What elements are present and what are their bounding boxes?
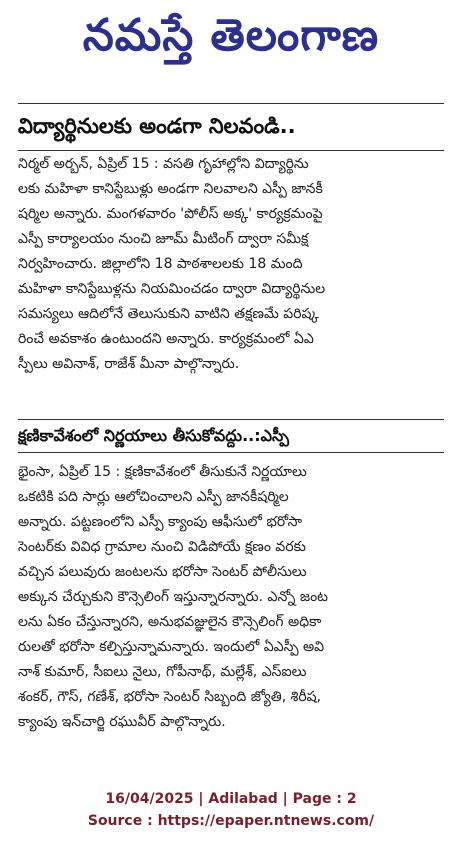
- article-line: సెంటర్‌కు వివిధ గ్రామాల నుంచి విడిపోయే క్షణం వరకు: [18, 539, 306, 555]
- article-line: ఒకటికి పది సార్లు ఆలోచించాలని ఎస్పీ జానకీషర్మిల: [18, 489, 289, 505]
- article-body: [18, 152, 444, 377]
- article-line: షర్మిల అన్నారు. మంగళవారం 'పోలీస్ అక్క' కార్యక్రమంపై: [18, 206, 323, 222]
- divider: [18, 150, 444, 151]
- article-line: నాశ్ కుమార్, సీఐలు నైలు, గోపీనాథ్, మల్లేశ్, ఎస్ఐలు: [18, 664, 307, 680]
- article-line: ఎస్పీ కార్యాలయం నుంచి జూమ్ మీటింగ్ ద్వారా సమీక్ష: [18, 231, 309, 247]
- article-line: రించే అవకాశం ఉంటుందని అన్నారు. కార్యక్రమంలో ఏఎ: [18, 331, 314, 347]
- date-edition-line: 16/04/2025 | Adilabad | Page : 2: [105, 791, 357, 807]
- newspaper-logo: నమస్తే తెలంగాణ: [82, 10, 380, 61]
- article-line: అక్కున చేర్చుకుని కౌన్సెలింగ్ ఇస్తున్నారన్నారు. ఎన్నో జంట: [18, 589, 328, 605]
- article-line: అన్నారు. పట్టణంలోని ఎస్పీ క్యాంపు ఆఫీసులో భరోసా: [18, 514, 303, 530]
- article-body: [18, 460, 444, 735]
- article-line: వచ్చిన పలువురు జంటలను భరోసా సెంటర్ పోలీసులు: [18, 564, 307, 580]
- article-line: భైంసా, ఏప్రిల్ 15 : క్షణికావేశంలో తీసుకునే నిర్ణయాలు: [18, 464, 307, 480]
- article-line: రులతో భరోసా కల్పిస్తున్నామన్నారు. ఇందులో ఏఎస్పీ అవి: [18, 639, 325, 655]
- article-headline: విద్యార్థినులకు అండగా నిలవండి..: [18, 114, 296, 138]
- article-line: శంకర్, గౌస్, గణేశ్, భరోసా సెంటర్ సిబ్బంది జ్యోతి, శిరీష,: [18, 689, 322, 705]
- article-line: లను ఏకం చేస్తున్నారని, అనుభవజ్ఞులైన కౌన్సెలింగ్ అధికా: [18, 614, 322, 630]
- article-line: మహిళా కానిస్టేబుళ్లను నియమించడం ద్వారా విద్యార్థినుల: [18, 281, 326, 297]
- article-line: నిర్మల్ అర్బన్, ఏప్రిల్ 15 : వసతి గృహాల్లోని విద్యార్థిను: [18, 156, 309, 172]
- masthead: [0, 6, 462, 70]
- article-line: స్పీలు అవినాశ్, రాజేశ్ మీనా పాల్గొన్నారు.: [18, 356, 240, 372]
- source-line: Source : https://epaper.ntnews.com/: [87, 813, 375, 829]
- article-line: సమస్యలు ఆదిలోనే తెలుసుకుని వాటిని తక్షణమే పరిష్క: [18, 306, 319, 322]
- divider: [18, 452, 444, 453]
- article-line: లకు మహిళా కానిస్టేబుళ్లు అండగా నిలవాలని ఎస్పీ జానకీ: [18, 181, 323, 197]
- article-line: క్యాంపు ఇన్‌చార్జి రఘువీర్ పాల్గొన్నారు.: [18, 714, 226, 730]
- article-line: నిర్వహించారు. జిల్లాలోని 18 పాఠశాలలకు 18 మంది: [18, 256, 303, 272]
- footer: [0, 788, 462, 832]
- sub-headline: క్షణికావేశంలో నిర్ణయాలు తీసుకోవద్దు..:ఎస్పీ: [18, 426, 290, 445]
